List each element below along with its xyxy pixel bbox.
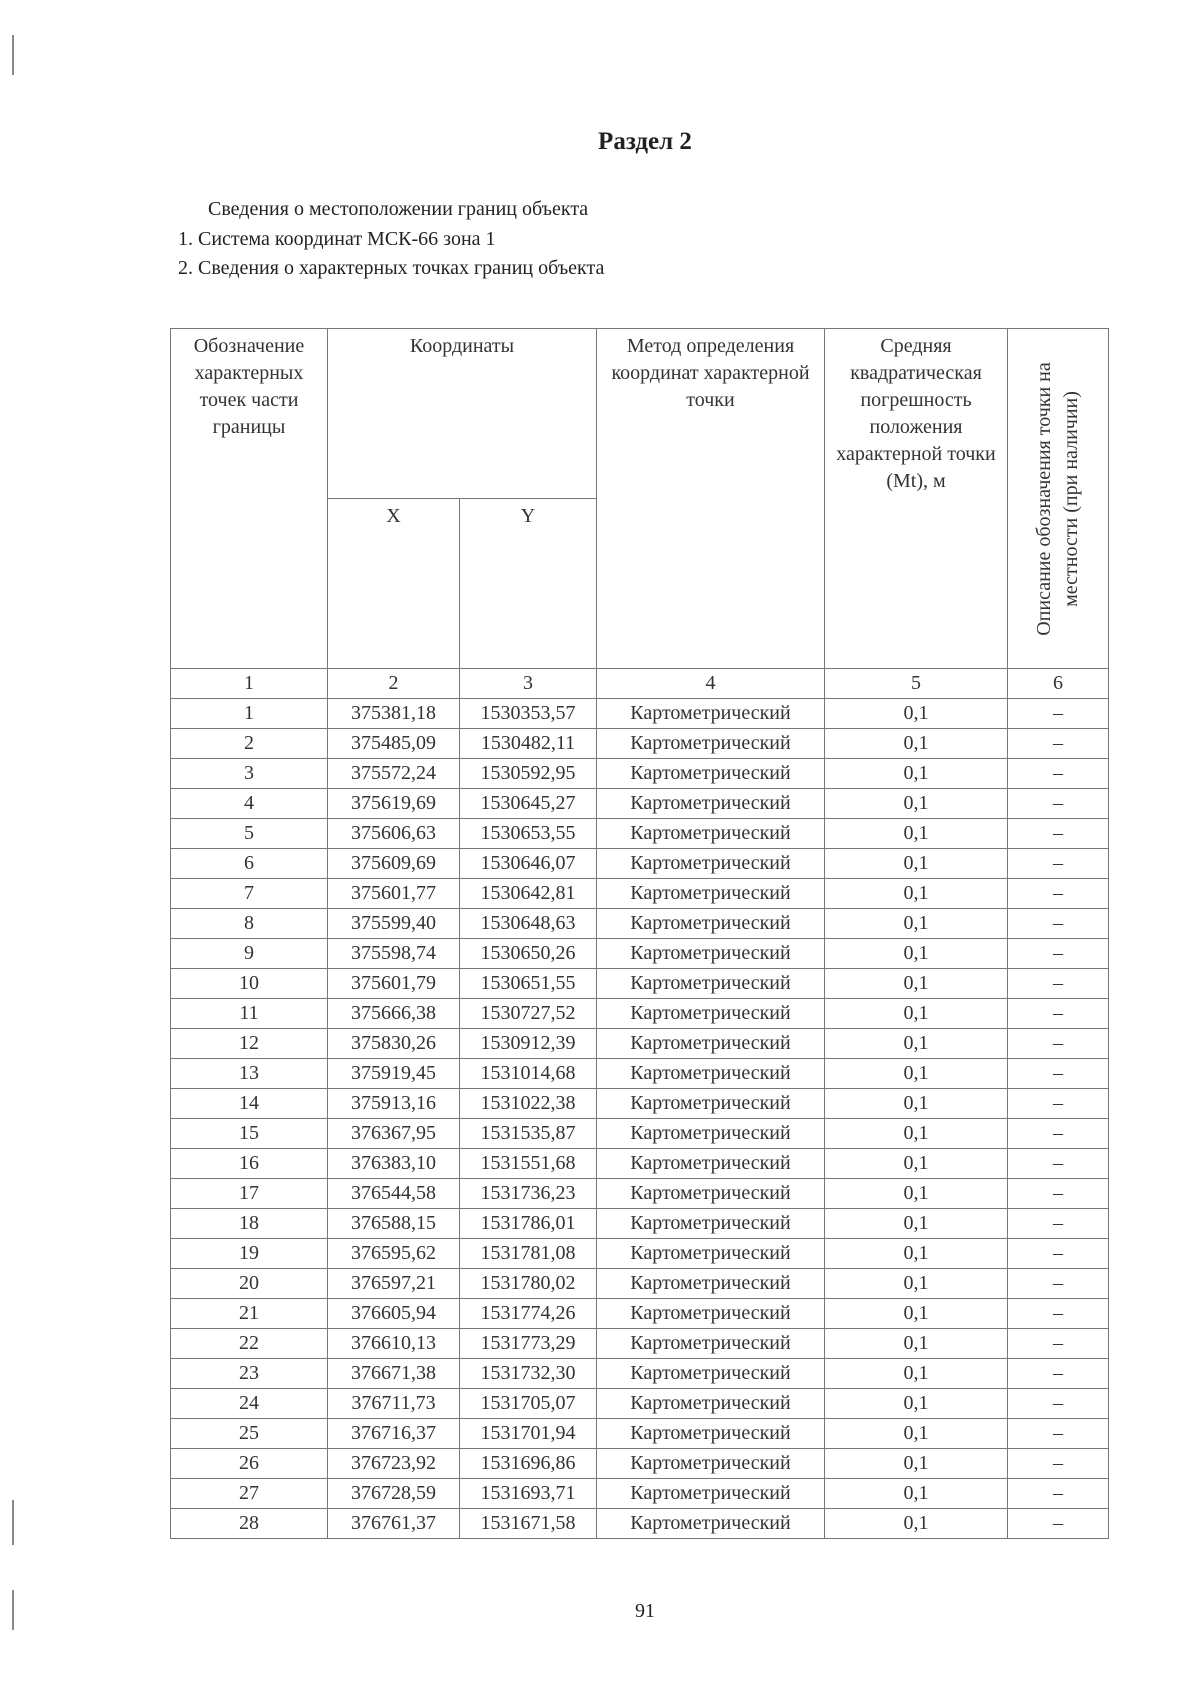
- table-row: [171, 1059, 1109, 1089]
- cell-coord-x: 375601,77: [328, 879, 460, 909]
- cell-coord-y: 1531693,71: [460, 1479, 597, 1509]
- cell-coord-x: 376711,73: [328, 1389, 460, 1419]
- cell-point-number: 3: [171, 759, 328, 789]
- cell-coord-x: 375666,38: [328, 999, 460, 1029]
- cell-coord-x: 376723,92: [328, 1449, 460, 1479]
- table-row: [171, 1299, 1109, 1329]
- cell-mt-value: 0,1: [825, 1269, 1008, 1299]
- cell-method: Картометрический: [597, 1389, 825, 1419]
- cell-description: –: [1008, 1209, 1109, 1239]
- column-number: 3: [460, 669, 597, 699]
- cell-mt-value: 0,1: [825, 1479, 1008, 1509]
- cell-mt-value: 0,1: [825, 819, 1008, 849]
- table-body: [171, 699, 1109, 1539]
- cell-point-number: 22: [171, 1329, 328, 1359]
- cell-description: –: [1008, 699, 1109, 729]
- cell-description: –: [1008, 789, 1109, 819]
- cell-description: –: [1008, 879, 1109, 909]
- table-row: [171, 849, 1109, 879]
- cell-description: –: [1008, 729, 1109, 759]
- cell-description: –: [1008, 849, 1109, 879]
- cell-point-number: 11: [171, 999, 328, 1029]
- cell-mt-value: 0,1: [825, 1329, 1008, 1359]
- cell-point-number: 14: [171, 1089, 328, 1119]
- cell-coord-x: 376597,21: [328, 1269, 460, 1299]
- table-row: [171, 729, 1109, 759]
- cell-coord-y: 1530646,07: [460, 849, 597, 879]
- cell-description: –: [1008, 1149, 1109, 1179]
- cell-method: Картометрический: [597, 879, 825, 909]
- cell-method: Картометрический: [597, 1299, 825, 1329]
- scan-artifact: [12, 1500, 14, 1545]
- cell-point-number: 4: [171, 789, 328, 819]
- cell-coord-y: 1530651,55: [460, 969, 597, 999]
- cell-mt-value: 0,1: [825, 1119, 1008, 1149]
- cell-mt-value: 0,1: [825, 849, 1008, 879]
- intro-line: 2. Сведения о характерных точках границ объекта: [178, 257, 605, 279]
- cell-coord-x: 376544,58: [328, 1179, 460, 1209]
- cell-description: –: [1008, 1509, 1109, 1539]
- cell-description: –: [1008, 759, 1109, 789]
- cell-coord-x: 375609,69: [328, 849, 460, 879]
- cell-coord-x: 376605,94: [328, 1299, 460, 1329]
- cell-method: Картометрический: [597, 849, 825, 879]
- cell-point-number: 6: [171, 849, 328, 879]
- cell-coord-y: 1531022,38: [460, 1089, 597, 1119]
- cell-method: Картометрический: [597, 819, 825, 849]
- cell-coord-y: 1531774,26: [460, 1299, 597, 1329]
- cell-point-number: 26: [171, 1449, 328, 1479]
- cell-point-number: 7: [171, 879, 328, 909]
- cell-coord-x: 375919,45: [328, 1059, 460, 1089]
- table-row: [171, 1089, 1109, 1119]
- cell-coord-y: 1531732,30: [460, 1359, 597, 1389]
- column-number: 6: [1008, 669, 1109, 699]
- cell-point-number: 17: [171, 1179, 328, 1209]
- cell-coord-x: 376383,10: [328, 1149, 460, 1179]
- cell-method: Картометрический: [597, 1119, 825, 1149]
- cell-point-number: 8: [171, 909, 328, 939]
- cell-method: Картометрический: [597, 1029, 825, 1059]
- page-title: Раздел 2: [598, 128, 692, 155]
- cell-method: Картометрический: [597, 1479, 825, 1509]
- cell-method: Картометрический: [597, 1329, 825, 1359]
- cell-coord-y: 1530648,63: [460, 909, 597, 939]
- cell-coord-y: 1530353,57: [460, 699, 597, 729]
- table-row: [171, 999, 1109, 1029]
- header-coords: Координаты: [328, 329, 597, 499]
- cell-mt-value: 0,1: [825, 1209, 1008, 1239]
- cell-point-number: 20: [171, 1269, 328, 1299]
- cell-coord-x: 375619,69: [328, 789, 460, 819]
- scan-artifact: [12, 35, 14, 75]
- cell-method: Картометрический: [597, 1509, 825, 1539]
- cell-coord-x: 375572,24: [328, 759, 460, 789]
- cell-description: –: [1008, 1329, 1109, 1359]
- cell-coord-y: 1530592,95: [460, 759, 597, 789]
- table-row: [171, 1329, 1109, 1359]
- cell-coord-y: 1531671,58: [460, 1509, 597, 1539]
- cell-mt-value: 0,1: [825, 879, 1008, 909]
- header-point: Обозначение характерных точек части границы: [171, 329, 328, 669]
- table-row: [171, 939, 1109, 969]
- table-row: [171, 969, 1109, 999]
- cell-coord-x: 376588,15: [328, 1209, 460, 1239]
- cell-description: –: [1008, 1239, 1109, 1269]
- cell-coord-y: 1530653,55: [460, 819, 597, 849]
- cell-method: Картометрический: [597, 1269, 825, 1299]
- cell-coord-x: 375598,74: [328, 939, 460, 969]
- table-row: [171, 1179, 1109, 1209]
- cell-mt-value: 0,1: [825, 1389, 1008, 1419]
- cell-description: –: [1008, 1449, 1109, 1479]
- table-row: [171, 1239, 1109, 1269]
- cell-point-number: 9: [171, 939, 328, 969]
- cell-mt-value: 0,1: [825, 1179, 1008, 1209]
- cell-coord-y: 1531773,29: [460, 1329, 597, 1359]
- cell-description: –: [1008, 1389, 1109, 1419]
- cell-point-number: 1: [171, 699, 328, 729]
- cell-coord-x: 376595,62: [328, 1239, 460, 1269]
- cell-point-number: 15: [171, 1119, 328, 1149]
- cell-coord-x: 376728,59: [328, 1479, 460, 1509]
- cell-point-number: 25: [171, 1419, 328, 1449]
- cell-coord-x: 375830,26: [328, 1029, 460, 1059]
- cell-point-number: 27: [171, 1479, 328, 1509]
- cell-coord-y: 1530642,81: [460, 879, 597, 909]
- cell-point-number: 10: [171, 969, 328, 999]
- cell-description: –: [1008, 909, 1109, 939]
- cell-mt-value: 0,1: [825, 729, 1008, 759]
- cell-coord-y: 1531781,08: [460, 1239, 597, 1269]
- header-description-text: Описание обозначения точки на местности (при наличии): [1033, 361, 1082, 636]
- table-row: [171, 1449, 1109, 1479]
- column-number-row: [171, 669, 1109, 699]
- cell-coord-x: 376367,95: [328, 1119, 460, 1149]
- cell-coord-x: 375601,79: [328, 969, 460, 999]
- header-y: Y: [460, 499, 597, 669]
- cell-coord-x: 375913,16: [328, 1089, 460, 1119]
- cell-coord-y: 1531701,94: [460, 1419, 597, 1449]
- table-row: [171, 1029, 1109, 1059]
- cell-point-number: 2: [171, 729, 328, 759]
- cell-coord-y: 1530912,39: [460, 1029, 597, 1059]
- cell-method: Картометрический: [597, 1179, 825, 1209]
- table-row: [171, 1119, 1109, 1149]
- table-row: [171, 1149, 1109, 1179]
- cell-point-number: 24: [171, 1389, 328, 1419]
- cell-mt-value: 0,1: [825, 969, 1008, 999]
- cell-point-number: 23: [171, 1359, 328, 1389]
- cell-method: Картометрический: [597, 699, 825, 729]
- cell-mt-value: 0,1: [825, 1059, 1008, 1089]
- cell-method: Картометрический: [597, 999, 825, 1029]
- cell-mt-value: 0,1: [825, 1299, 1008, 1329]
- cell-coord-y: 1530650,26: [460, 939, 597, 969]
- cell-coord-y: 1530727,52: [460, 999, 597, 1029]
- header-method: Метод определения координат характерной точки: [597, 329, 825, 669]
- cell-point-number: 16: [171, 1149, 328, 1179]
- cell-coord-x: 376671,38: [328, 1359, 460, 1389]
- cell-coord-x: 375599,40: [328, 909, 460, 939]
- cell-coord-y: 1531551,68: [460, 1149, 597, 1179]
- page-number: 91: [635, 1600, 655, 1622]
- cell-description: –: [1008, 939, 1109, 969]
- intro-line: 1. Система координат МСК-66 зона 1: [178, 228, 496, 250]
- cell-mt-value: 0,1: [825, 1029, 1008, 1059]
- table-row: [171, 1209, 1109, 1239]
- header-description: [1008, 329, 1109, 669]
- cell-description: –: [1008, 819, 1109, 849]
- cell-coord-y: 1531786,01: [460, 1209, 597, 1239]
- column-number: 5: [825, 669, 1008, 699]
- cell-mt-value: 0,1: [825, 699, 1008, 729]
- cell-point-number: 5: [171, 819, 328, 849]
- cell-point-number: 18: [171, 1209, 328, 1239]
- table-row: [171, 1419, 1109, 1449]
- cell-method: Картометрический: [597, 1089, 825, 1119]
- table-row: [171, 879, 1109, 909]
- cell-mt-value: 0,1: [825, 1449, 1008, 1479]
- cell-method: Картометрический: [597, 759, 825, 789]
- intro-line: Сведения о местоположении границ объекта: [208, 198, 589, 220]
- cell-mt-value: 0,1: [825, 1359, 1008, 1389]
- cell-mt-value: 0,1: [825, 1239, 1008, 1269]
- column-number: 4: [597, 669, 825, 699]
- cell-description: –: [1008, 1269, 1109, 1299]
- cell-coord-x: 375381,18: [328, 699, 460, 729]
- table-row: [171, 759, 1109, 789]
- cell-description: –: [1008, 1029, 1109, 1059]
- cell-coord-y: 1530482,11: [460, 729, 597, 759]
- cell-description: –: [1008, 1359, 1109, 1389]
- cell-point-number: 28: [171, 1509, 328, 1539]
- column-number: 2: [328, 669, 460, 699]
- cell-description: –: [1008, 999, 1109, 1029]
- cell-coord-y: 1531696,86: [460, 1449, 597, 1479]
- table-row: [171, 819, 1109, 849]
- cell-mt-value: 0,1: [825, 999, 1008, 1029]
- cell-method: Картометрический: [597, 1449, 825, 1479]
- cell-method: Картометрический: [597, 939, 825, 969]
- cell-method: Картометрический: [597, 789, 825, 819]
- cell-mt-value: 0,1: [825, 789, 1008, 819]
- column-number: 1: [171, 669, 328, 699]
- cell-point-number: 19: [171, 1239, 328, 1269]
- cell-description: –: [1008, 1419, 1109, 1449]
- cell-point-number: 13: [171, 1059, 328, 1089]
- table-row: [171, 1389, 1109, 1419]
- table-row: [171, 1359, 1109, 1389]
- cell-description: –: [1008, 969, 1109, 999]
- cell-coord-y: 1531780,02: [460, 1269, 597, 1299]
- table-row: [171, 1509, 1109, 1539]
- cell-mt-value: 0,1: [825, 759, 1008, 789]
- cell-coord-y: 1531014,68: [460, 1059, 597, 1089]
- table-row: [171, 699, 1109, 729]
- header-error: Средняя квадратическая погрешность положения характерной точки (Mt), м: [825, 329, 1008, 669]
- header-x: X: [328, 499, 460, 669]
- cell-description: –: [1008, 1119, 1109, 1149]
- cell-mt-value: 0,1: [825, 909, 1008, 939]
- cell-method: Картометрический: [597, 1209, 825, 1239]
- cell-method: Картометрический: [597, 1059, 825, 1089]
- cell-description: –: [1008, 1479, 1109, 1509]
- cell-coord-y: 1531705,07: [460, 1389, 597, 1419]
- cell-point-number: 21: [171, 1299, 328, 1329]
- cell-mt-value: 0,1: [825, 1419, 1008, 1449]
- cell-mt-value: 0,1: [825, 1509, 1008, 1539]
- cell-mt-value: 0,1: [825, 939, 1008, 969]
- cell-method: Картометрический: [597, 969, 825, 999]
- cell-coord-y: 1531535,87: [460, 1119, 597, 1149]
- cell-description: –: [1008, 1299, 1109, 1329]
- cell-mt-value: 0,1: [825, 1089, 1008, 1119]
- cell-coord-x: 376761,37: [328, 1509, 460, 1539]
- cell-coord-x: 376610,13: [328, 1329, 460, 1359]
- cell-method: Картометрический: [597, 1359, 825, 1389]
- cell-coord-x: 375485,09: [328, 729, 460, 759]
- table-row: [171, 789, 1109, 819]
- cell-coord-x: 375606,63: [328, 819, 460, 849]
- cell-method: Картометрический: [597, 1149, 825, 1179]
- cell-description: –: [1008, 1179, 1109, 1209]
- cell-method: Картометрический: [597, 729, 825, 759]
- cell-method: Картометрический: [597, 1239, 825, 1269]
- cell-mt-value: 0,1: [825, 1149, 1008, 1179]
- cell-description: –: [1008, 1089, 1109, 1119]
- cell-point-number: 12: [171, 1029, 328, 1059]
- coordinates-table: [170, 328, 1109, 1539]
- cell-coord-x: 376716,37: [328, 1419, 460, 1449]
- cell-method: Картометрический: [597, 909, 825, 939]
- table-row: [171, 909, 1109, 939]
- cell-coord-y: 1531736,23: [460, 1179, 597, 1209]
- table-row: [171, 1479, 1109, 1509]
- cell-description: –: [1008, 1059, 1109, 1089]
- cell-coord-y: 1530645,27: [460, 789, 597, 819]
- table-row: [171, 1269, 1109, 1299]
- cell-method: Картометрический: [597, 1419, 825, 1449]
